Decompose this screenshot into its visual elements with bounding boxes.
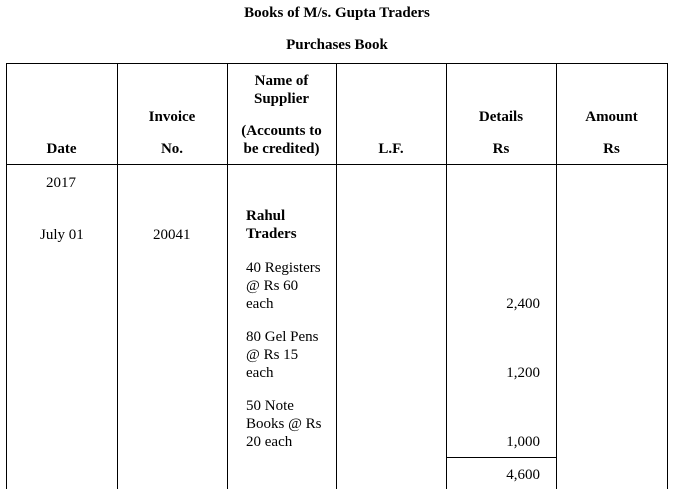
item-note-books-line1: 50 Note: [246, 398, 294, 414]
supplier-name-line2: Traders: [246, 226, 297, 242]
entry-invoice-no: 20041: [153, 227, 191, 243]
item-note-books-detail: 1,000: [506, 434, 540, 450]
subtotal-line: [446, 457, 556, 458]
item-registers-line2: @ Rs 60: [246, 278, 299, 294]
item-gel-pens-detail: 1,200: [506, 365, 540, 381]
item-gel-pens-line2: @ Rs 15: [246, 347, 299, 363]
col-border-lf: [446, 63, 447, 489]
item-registers-line1: 40 Registers: [246, 260, 321, 276]
header-supplier-line2: Supplier: [253, 91, 310, 107]
header-details-line1: Details: [478, 109, 524, 125]
header-details-line2: Rs: [492, 141, 510, 157]
item-registers-line3: each: [246, 296, 274, 312]
col-border-right: [667, 63, 668, 489]
book-subtitle: Purchases Book: [286, 37, 388, 53]
entry-year: 2017: [46, 175, 76, 191]
item-registers-detail: 2,400: [506, 296, 540, 312]
col-border-date: [117, 63, 118, 489]
table-top-border: [6, 63, 668, 64]
entry-date: July 01: [40, 227, 84, 243]
header-lf: L.F.: [378, 141, 404, 157]
page-title: Books of M/s. Gupta Traders: [244, 5, 430, 21]
item-note-books-line2: Books @ Rs: [246, 416, 322, 432]
item-gel-pens-line1: 80 Gel Pens: [246, 329, 319, 345]
header-invoice-line2: No.: [160, 141, 184, 157]
header-supplier-line1: Name of: [254, 73, 309, 89]
item-gel-pens-line3: each: [246, 365, 274, 381]
header-supplier-line3: (Accounts to: [241, 123, 322, 139]
header-amount-line2: Rs: [603, 141, 620, 157]
col-border-supplier: [336, 63, 337, 489]
col-border-left: [6, 63, 7, 489]
supplier-name-line1: Rahul: [246, 208, 286, 224]
header-invoice-line1: Invoice: [148, 109, 196, 125]
header-supplier-line4: be credited): [243, 141, 320, 157]
header-date: Date: [46, 141, 77, 157]
details-subtotal: 4,600: [506, 467, 540, 483]
header-amount-line1: Amount: [585, 109, 638, 125]
header-divider: [6, 164, 668, 165]
col-border-details: [556, 63, 557, 489]
item-note-books-line3: 20 each: [246, 434, 293, 450]
